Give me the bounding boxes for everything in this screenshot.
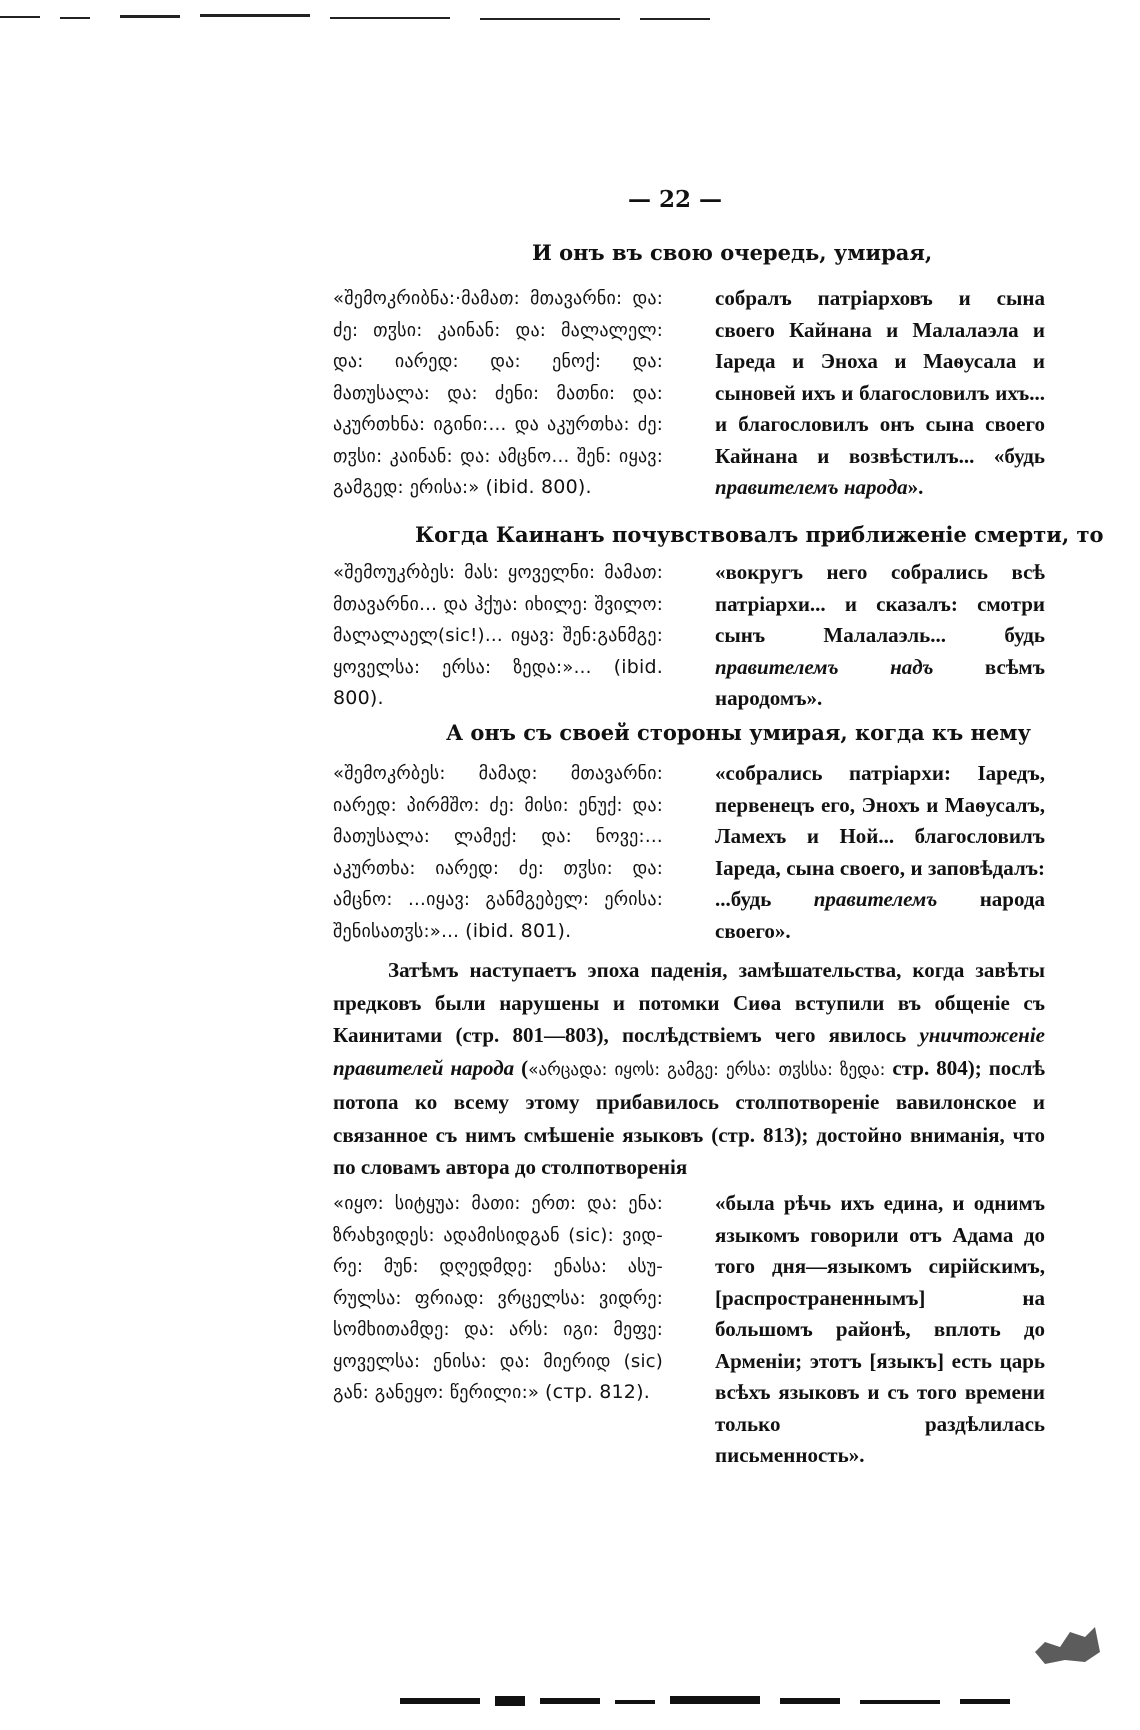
scan-artifact-corner [1025, 1612, 1105, 1672]
page-number: — 22 — [627, 186, 723, 213]
scan-artifact-top [0, 12, 720, 22]
section2-heading: Когда Каинанъ почувствовалъ приближеніе смерти, то [415, 522, 1104, 547]
main-paragraph [333, 954, 1045, 1184]
section3-russian-text: «собрались патріархи: Іаредъ, первенецъ его, Энохъ и Маѳусалъ, Ламехъ и Ной... благословилъ Іареда, сына своего, и заповѣдалъ: ...будь [715, 761, 1045, 911]
section3-heading: А онъ съ своей стороны умирая, когда къ нему [446, 720, 1031, 745]
section2-russian-text: «вокругъ него собрались всѣ патріархи... и сказалъ: смотри сынъ Малалаэль... будь [715, 560, 1045, 647]
section4-russian: «была рѣчь ихъ едина, и однимъ языкомъ говорили отъ Адама до того дня—языкомъ сирійскимъ, [распространеннымъ] на большомъ районѣ, вплоть до Арменіи; этотъ [языкъ] есть царь всѣхъ языковъ и съ того времени только раздѣлилась письменность». [715, 1191, 1045, 1467]
section3-russian-italic: правителемъ [813, 887, 938, 911]
section1-russian-end: ». [907, 475, 924, 499]
paragraph-georgian-inline: «არცადა: იყოს: გამგე: ერსა: თჳსსა: ზედა: [528, 1059, 886, 1080]
scan-artifact-bottom [400, 1690, 1020, 1720]
paragraph-part2: ( [514, 1055, 529, 1080]
section1-russian-italic: правителемъ народа [715, 475, 908, 499]
paragraph-part1: Затѣмъ наступаетъ эпоха паденія, замѣшательства, когда завѣты предковъ были нарушены и потомки Сиѳа вступили въ общеніе съ Каинитами (стр. 801—803), послѣдствіемъ чего явилось [333, 958, 1045, 1047]
paragraph-italic: уничтоженіе правителей народа [333, 1023, 1045, 1080]
paragraph-part3: стр. 804); послѣ потопа ко всему этому прибавилось столпотвореніе вавилонское и связанное съ нимъ смѣшеніе языковъ (стр. 813); достойно вниманія, что по словамъ автора до столпотворенія [333, 1055, 1045, 1179]
section3-russian-end: народа своего». [715, 887, 1045, 943]
section3-georgian [333, 758, 663, 947]
section4-georgian-ref: (стр. 812). [544, 1381, 650, 1403]
section4-georgian-text: «იყო: სიტყუა: მათი: ერთ: და: ენა: ზრახვიდეს: ადამისიდგან (sic): ვიდ-რე: მუნ: დღედმდე: ენასა: ასუ-რულსა: ფრიად: ვრცელსა: ვიდრე: სომხითამდე: და: არს: იგი: მეფე: ყოველსა: ენისა: და: მიერიდ (sic) გან: განეყო: წერილი:» [333, 1193, 663, 1403]
section1-georgian-text: «შემოკრიბნა:·მამათ: მთავარნი: და: ძე: თჳსი: კაინან: და: მალალელ: და: იარედ: და: ენოქ: და: მათუსალა: და: ძენი: მათნი: და: აკურთხნა: იგინი:… და აკურთხა: ძე: თჳსი: კაინან: და: ამცნო… შენ: იყავ: გამგედ: ერისა:» [333, 288, 663, 498]
section1-russian [715, 283, 1045, 504]
section1-georgian-ref: (ibid. 800). [485, 476, 592, 498]
section3-georgian-ref: (ibid. 801). [465, 919, 572, 942]
section2-georgian [333, 557, 663, 715]
section2-russian-end: всѣмъ народомъ». [715, 654, 1045, 710]
section2-georgian-text: «შემოუკრბეს: მას: ყოველნი: მამათ: მთავარნი… და ჰქუა: იხილე: შვილო: მალალაელ(sic!)… იყავ: შენ:განმგე: ყოველსა: ერსა: ზედა:»… [333, 562, 663, 678]
section2-russian-italic: правителемъ надъ [715, 654, 934, 679]
section2-russian [715, 557, 1045, 715]
section2-georgian-ref: (ibid. 800). [333, 655, 663, 709]
section1-georgian [333, 283, 663, 504]
section1-russian-text: собралъ патріарховъ и сына своего Кайнана и Малалаэла и Іареда и Эноха и Маѳусала и сыновей ихъ и благословилъ ихъ... и благословилъ онъ сына своего Кайнана и возвѣстилъ... «будь [715, 286, 1045, 468]
section3-georgian-text: «შემოკრბეს: მამად: მთავარნი: იარედ: პირმშო: ძე: მისი: ენუქ: და: მათუსალა: ლამექ: და: ნოვე:… აკურთხა: იარედ: ძე: თჳსი: და: ამცნო: …იყავ: განმგებელ: ერისა: შენისათჳს:»… [333, 763, 663, 942]
section3-russian [715, 758, 1045, 947]
section1-heading: И онъ въ свою очередь, умирая, [532, 240, 933, 265]
section4-georgian [333, 1188, 663, 1409]
